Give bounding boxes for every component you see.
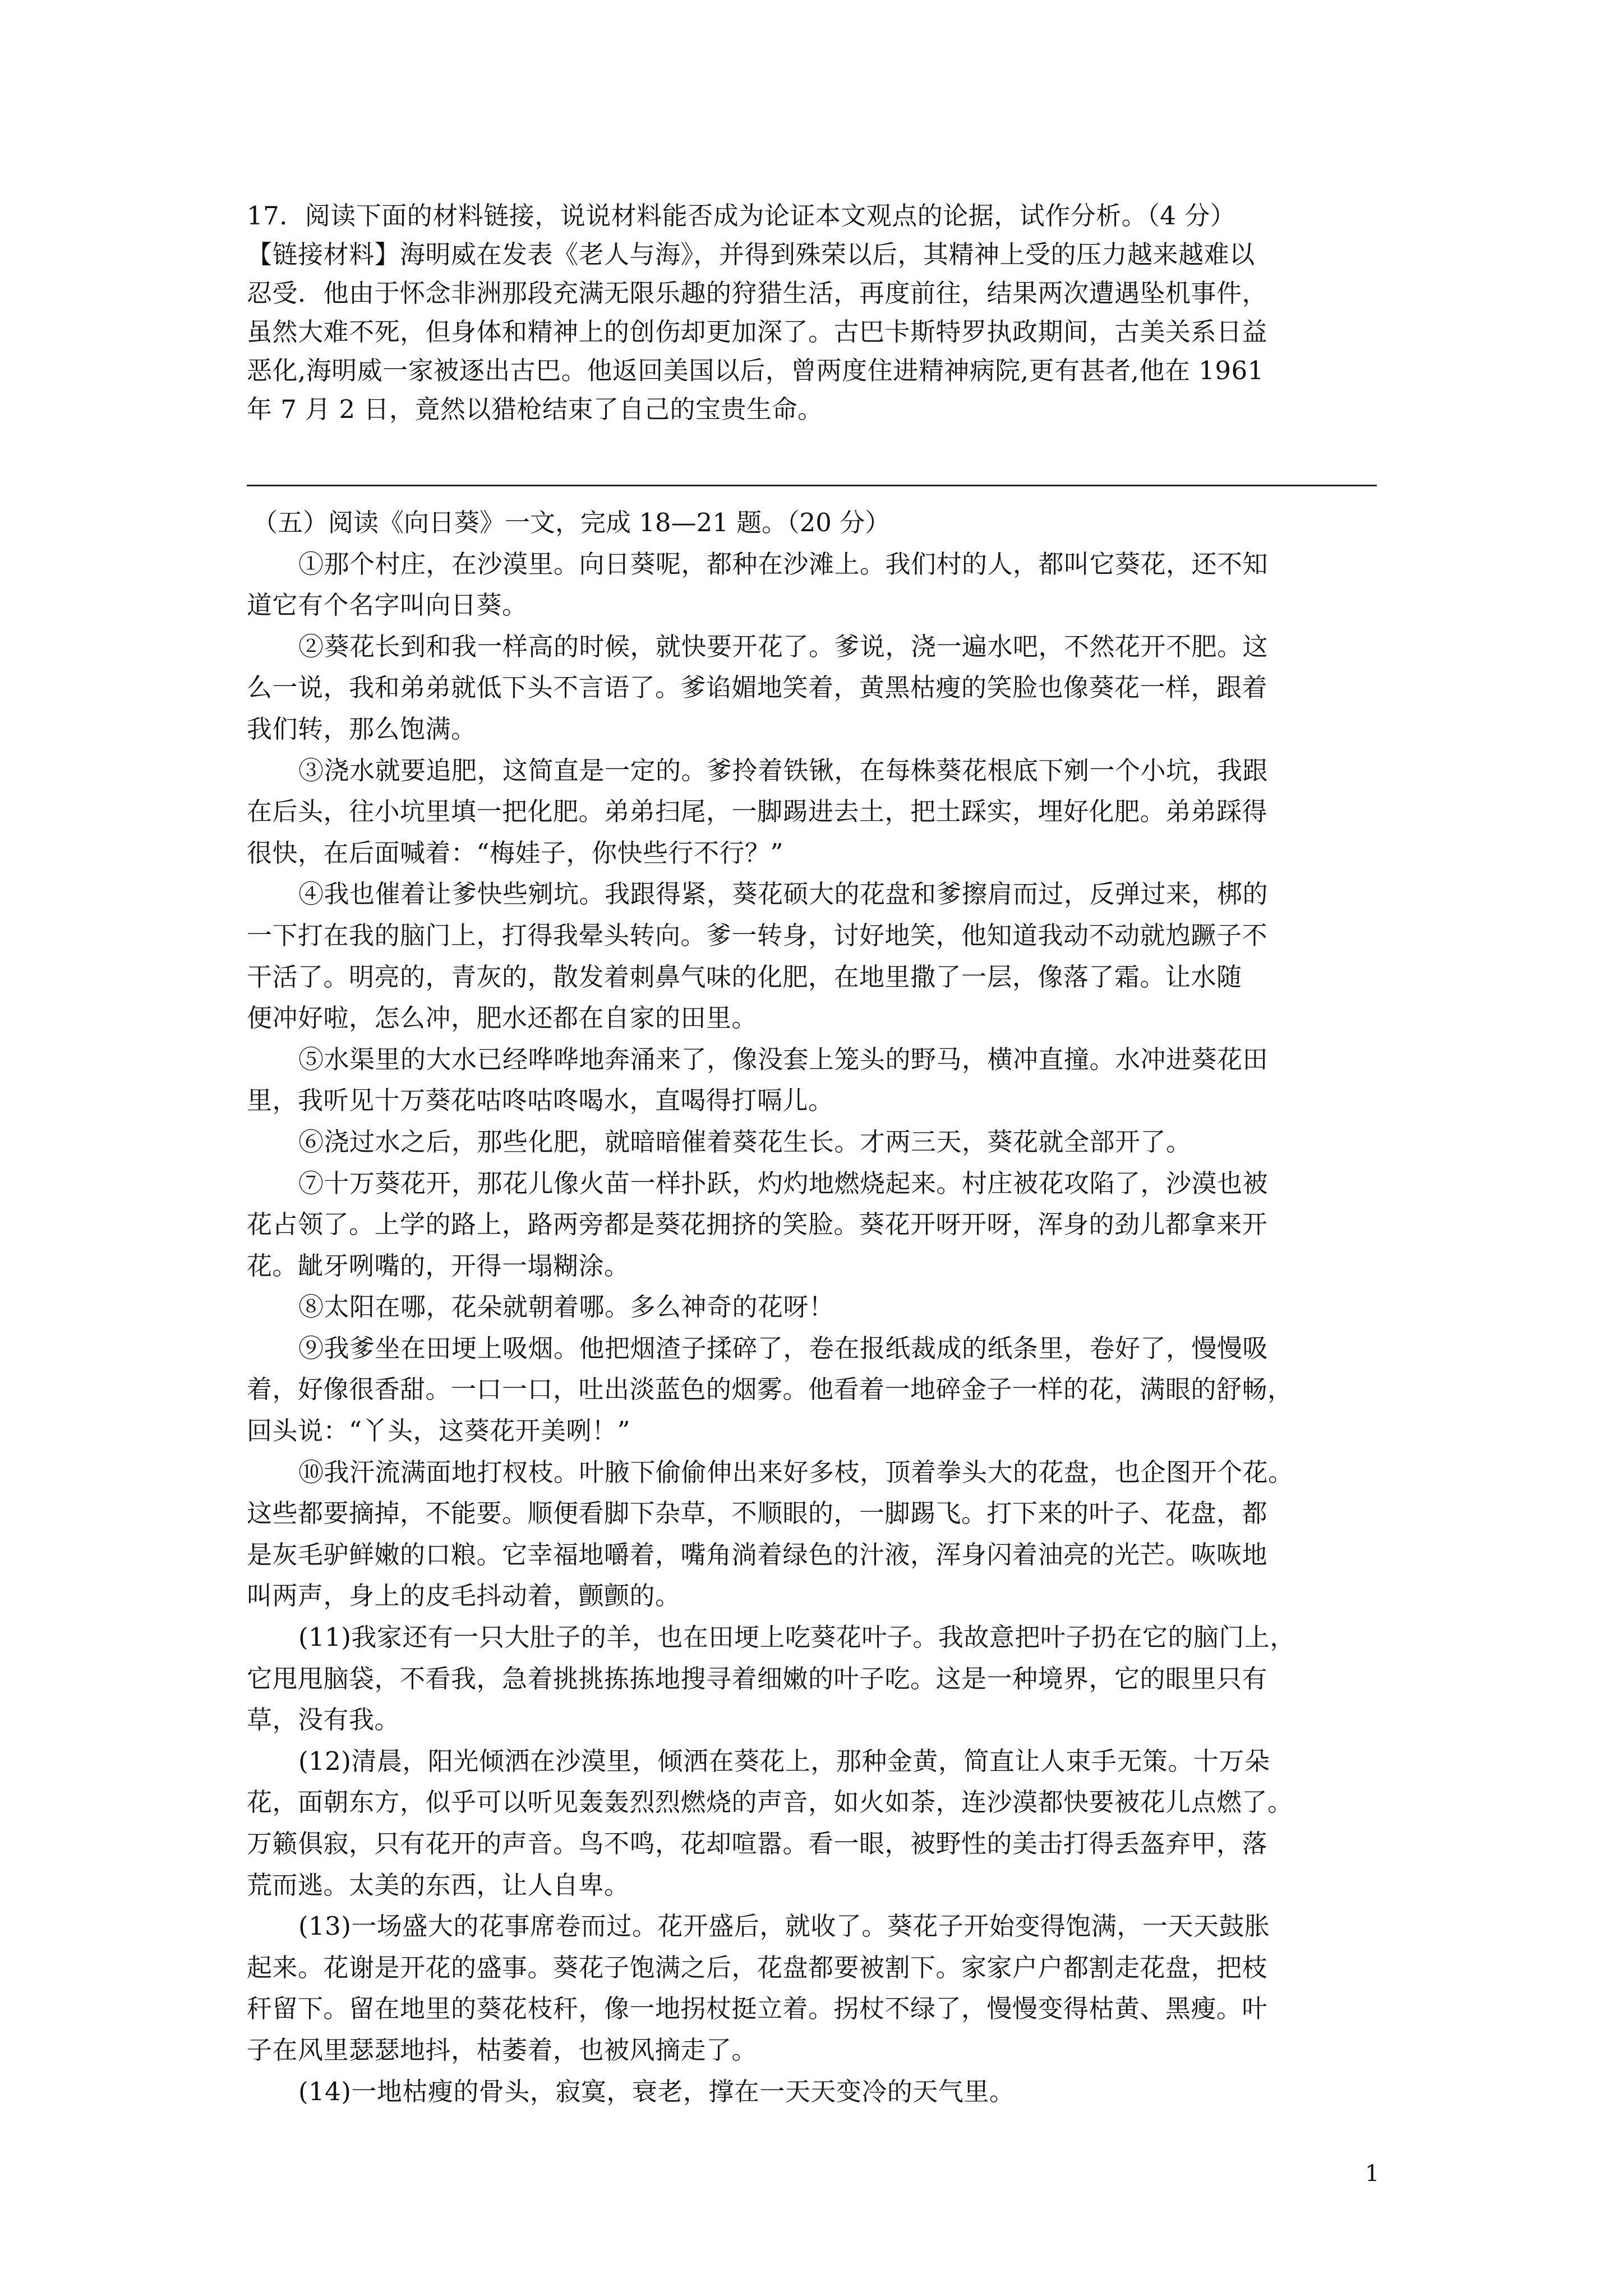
paragraph-line: 花。龇牙咧嘴的，开得一塌糊涂。 [247,1250,630,1281]
paragraph-5 [247,1039,1380,1121]
paragraph-line: ②葵花长到和我一样高的时候，就快要开花了。爹说，浇一遍水吧，不然花开不肥。这 [298,631,1269,661]
passage-heading: （五）阅读《向日葵》一文，完成 18—21 题。（20 分） [252,508,891,537]
paragraph-line: ⑨我爹坐在田埂上吸烟。他把烟渣子揉碎了，卷在报纸裁成的纸条里，卷好了，慢慢吸 [298,1333,1269,1363]
paragraph-line: 草，没有我。 [247,1705,400,1735]
paragraph-line: 一下打在我的脑门上，打得我晕头转向。爹一转身，讨好地笑，他知道我动不动就尥蹶子不 [247,920,1268,950]
paragraph-line: 道它有个名字叫向日葵。 [247,590,528,620]
paragraph-line: (12)清晨，阳光倾洒在沙漠里，倾洒在葵花上，那种金黄，简直让人束手无策。十万朵 [298,1746,1270,1776]
paragraph-line: 起来。花谢是开花的盛事。葵花子饱满之后，花盘都要被割下。家家户户都割走花盘，把枝 [247,1952,1268,1982]
paragraph-line: 便冲好啦，怎么冲，肥水还都在自家的田里。 [247,1003,758,1033]
paragraph-line: 荒而逃。太美的东西，让人自卑。 [247,1870,630,1900]
paragraph-12 [247,1741,1380,1906]
paragraph-line: (11)我家还有一只大肚子的羊，也在田埂上吃葵花叶子。我故意把叶子扔在它的脑门上， [298,1622,1295,1653]
paragraph-4 [247,873,1380,1038]
paragraph-line: ⑥浇过水之后，那些化肥，就暗暗催着葵花生长。才两三天，葵花就全部开了。 [298,1126,1192,1157]
paragraph-8 [247,1286,1380,1328]
paragraph-line: 干活了。明亮的，青灰的，散发着刺鼻气味的化肥，在地里撒了一层，像落了霜。让水随 [247,961,1242,992]
paragraph-line: (14)一地枯瘦的骨头，寂寞，衰老，撑在一天天变冷的天气里。 [298,2076,1015,2106]
paragraph-3 [247,750,1380,874]
paragraph-2 [247,626,1380,750]
paragraph-line: ⑦十万葵花开，那花儿像火苗一样扑跃，灼灼地燃烧起来。村庄被花攻陷了，沙漠也被 [298,1168,1269,1198]
paragraph-14 [247,2071,1380,2113]
question-17 [247,196,1380,429]
paragraph-line: 么一说，我和弟弟就低下头不言语了。爹谄媚地笑着，黄黑枯瘦的笑脸也像葵花一样，跟着 [247,673,1268,703]
paragraph-line: ⑧太阳在哪，花朵就朝着哪。多么神奇的花呀！ [298,1292,834,1322]
paragraph-6 [247,1121,1380,1163]
paragraph-line: ④我也催着让爹快些剜坑。我跟得紧，葵花硕大的花盘和爹擦肩而过，反弹过来，梆的 [298,879,1269,909]
question-17-line: 17．阅读下面的材料链接，说说材料能否成为论证本文观点的论据，试作分析。（4 分） [247,201,1236,231]
paragraph-line: 万籁俱寂，只有花开的声音。鸟不鸣，花却喧嚣。看一眼，被野性的美击打得丢盔弃甲，落 [247,1829,1268,1858]
question-17-line: 年 7 月 2 日，竟然以猎枪结束了自己的宝贵生命。 [247,394,823,424]
question-17-line: 虽然大难不死，但身体和精神上的创伤却更加深了。古巴卡斯特罗执政期间，古美关系日益 [247,317,1268,347]
paragraph-13 [247,1906,1380,2070]
question-17-line: 【链接材料】海明威在发表《老人与海》，并得到殊荣以后，其精神上受的压力越来越难以 [247,240,1255,269]
paragraph-line: 着，好像很香甜。一口一口，吐出淡蓝色的烟雾。他看着一地碎金子一样的花，满眼的舒畅， [247,1374,1293,1405]
paragraph-line: ③浇水就要追肥，这简直是一定的。爹拎着铁锹，在每株葵花根底下剜一个小坑，我跟 [298,755,1269,785]
paragraph-line: 这些都要摘掉，不能要。顺便看脚下杂草，不顺眼的，一脚踢飞。打下来的叶子、花盘，都 [247,1498,1268,1529]
paragraph-line: 很快，在后面喊着：“梅娃子，你快些行不行？” [247,838,784,868]
paragraph-7 [247,1163,1380,1287]
paragraph-line: ⑤水渠里的大水已经哗哗地奔涌来了，像没套上笼头的野马，横冲直撞。水冲进葵花田 [298,1044,1269,1074]
page-number: 1 [1365,2161,1380,2187]
question-17-line: 忍受．他由于怀念非洲那段充满无限乐趣的狩猎生活，再度前往，结果两次遭遇坠机事件， [247,278,1268,308]
paragraph-line: 叫两声，身上的皮毛抖动着，颤颤的。 [247,1581,681,1611]
question-17-line: 恶化,海明威一家被逐出古巴。他返回美国以后，曾两度住进精神病院,更有甚者,他在 1961 [247,356,1264,385]
paragraph-line: 是灰毛驴鲜嫩的口粮。它幸福地嚼着，嘴角淌着绿色的汁液，浑身闪着油亮的光芒。咴咴地 [247,1539,1268,1570]
reading-passage [247,502,1380,2112]
paragraph-line: 它甩甩脑袋，不看我，急着挑挑拣拣地搜寻着细嫩的叶子吃。这是一种境界，它的眼里只有 [247,1663,1268,1694]
section-divider [247,485,1377,486]
paragraph-line: (13)一场盛大的花事席卷而过。花开盛后，就收了。葵花子开始变得饱满，一天天鼓胀 [298,1911,1270,1941]
paragraph-10 [247,1452,1380,1617]
paragraph-line: 秆留下。留在地里的葵花枝秆，像一地拐杖挺立着。拐杖不绿了，慢慢变得枯黄、黑瘦。叶 [247,1994,1268,2024]
paragraph-9 [247,1328,1380,1452]
paragraph-line: 花占领了。上学的路上，路两旁都是葵花拥挤的笑脸。葵花开呀开呀，浑身的劲儿都拿来开 [247,1209,1268,1240]
paragraph-line: 我们转，那么饱满。 [247,714,477,744]
paragraph-line: ⑩我汗流满面地打杈枝。叶腋下偷偷伸出来好多枝，顶着拳头大的花盘，也企图开个花。 [298,1457,1294,1487]
paragraph-line: 子在风里瑟瑟地抖，枯萎着，也被风摘走了。 [247,2035,758,2065]
paragraph-line: 花，面朝东方，似乎可以听见轰轰烈烈燃烧的声音，如火如荼，连沙漠都快要被花儿点燃了。 [247,1787,1293,1818]
paragraph-line: 在后头，往小坑里填一把化肥。弟弟扫尾，一脚踢进去土，把土踩实，埋好化肥。弟弟踩得 [247,797,1268,827]
paragraph-line: 回头说：“丫头，这葵花开美咧！” [247,1416,631,1446]
paragraph-line: 里，我听见十万葵花咕咚咕咚喝水，直喝得打嗝儿。 [247,1085,834,1116]
paragraph-line: ①那个村庄，在沙漠里。向日葵呢，都种在沙滩上。我们村的人，都叫它葵花，还不知 [298,549,1269,579]
paragraph-11 [247,1617,1380,1741]
paragraph-1 [247,544,1380,626]
